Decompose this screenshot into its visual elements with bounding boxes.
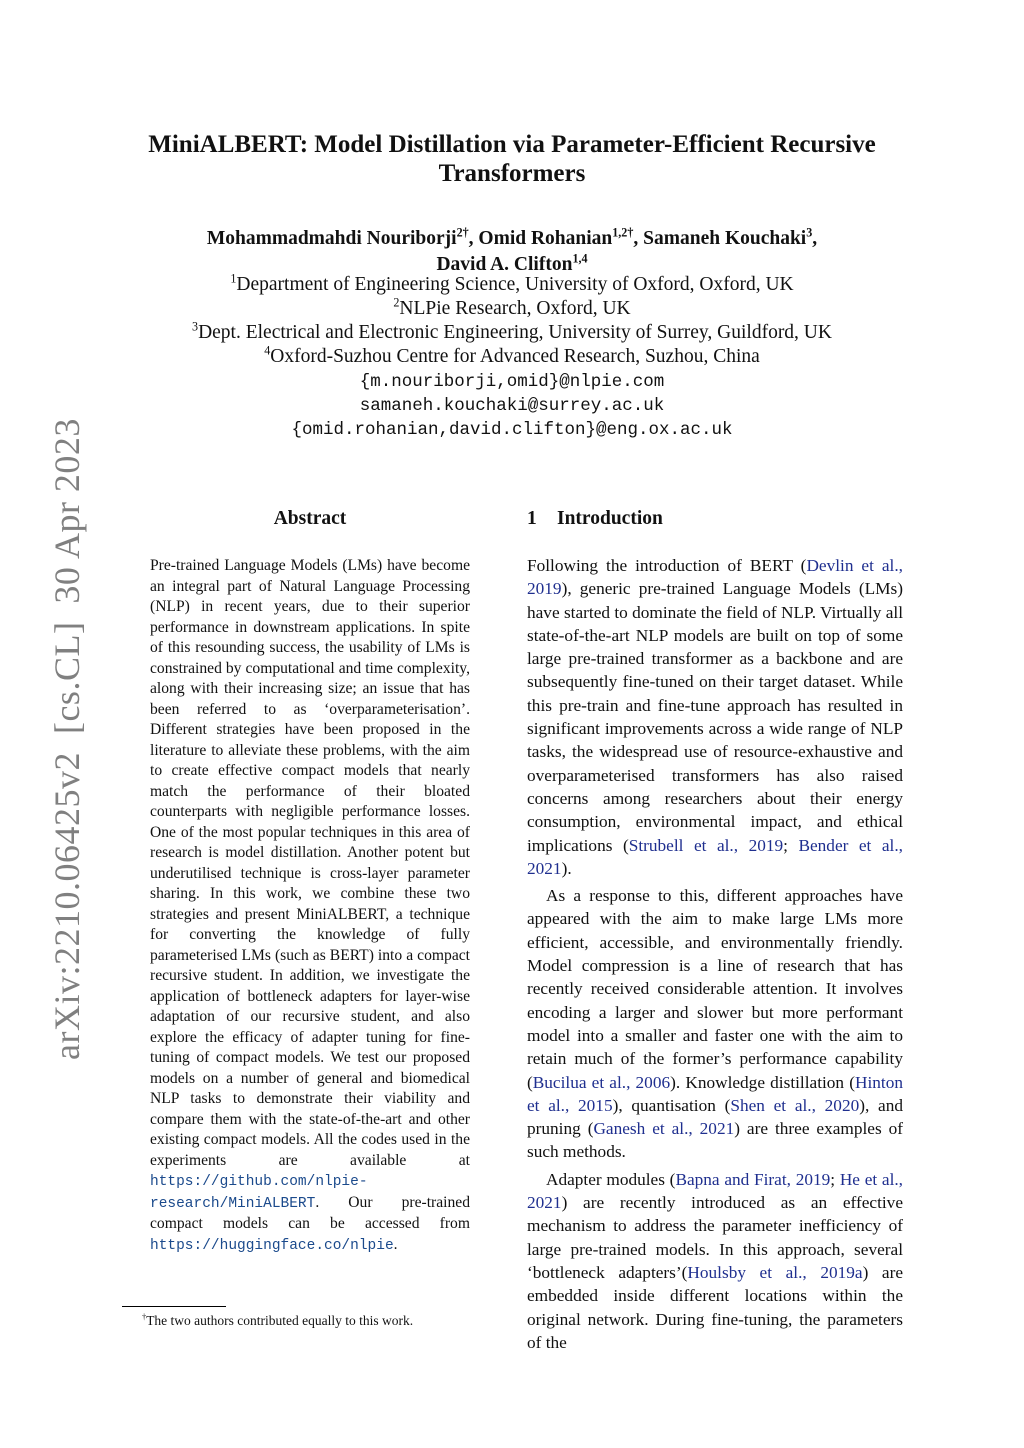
footnote-mark: † (142, 1312, 147, 1322)
affiliation-text: NLPie Research, Oxford, UK (399, 298, 631, 319)
author-affil-mark: 1,4 (572, 251, 588, 266)
affiliation (100, 321, 924, 345)
title-line-2: Transformers (438, 160, 586, 187)
paragraph-text: Following the introduction of BERT ( (527, 556, 807, 575)
author-name: David A. Clifton (436, 254, 573, 275)
section-number: 1 (527, 508, 537, 529)
paragraph-text: ). Knowledge distillation ( (670, 1072, 855, 1092)
introduction-body (527, 554, 903, 1358)
paragraph-text: ; (783, 835, 799, 855)
affiliation-text: Department of Engineering Science, University of Oxford, Oxford, UK (236, 274, 794, 295)
email-address[interactable]: {omid.rohanian,david.clifton}@eng.ox.ac.uk (291, 420, 733, 440)
paragraph-text: ), generic pre-trained Language Models (LMs) have started to dominate the field of NLP. Virtually all state-of-the-art NLP models are built on top of some large pre-trained transformer as a backbone and are subsequently fine-tuned on their target dataset. While this pre-train and fine-tune approach has resulted in significant improvements across a wide range of NLP tasks, the widespread use of resource-exhaustive and overparameterised transformers has also raised concerns among researchers about their energy consumption, environmental impact, and ethical implications ( (527, 579, 903, 855)
citation-link[interactable]: Strubell et al., 2019 (628, 835, 784, 855)
footnote-text: The two authors contributed equally to this work. (146, 1313, 414, 1328)
affiliation-mark: 4 (264, 343, 271, 358)
abstract-text: Pre-trained Language Models (LMs) have become an integral part of Natural Language Processing (NLP) in recent years, due to their superior performance in downstream applications. In spite of this resounding success, the usability of LMs is constrained by computational and time complexity, along with their increasing size; an issue that has been referred to as ‘overparameterisation’. Different strategies have been proposed in the literature to alleviate these problems, with the aim to create effective compact models that nearly match the performance of their bloated counterparts with negligible performance losses. One of the most popular techniques in this area of research is model distillation. Another potent but underutilised technique is cross-layer parameter sharing. In this work, we combine these two strategies and present MiniALBERT, a technique for converting the knowledge of fully parameterised LMs (such as BERT) into a compact recursive student. In addition, we investigate the application of bottleneck adapters for layer-wise adaptation of our recursive student, and also explore the efficacy of adapter tuning for fine-tuning of compact models. We test our proposed models on a number of general and biomedical NLP tasks to demonstrate their viability and compare them with the state-of-the-art and other existing compact models. All the codes used in the experiments are available at (150, 557, 470, 1169)
title-line-1: MiniALBERT: Model Distillation via Parameter-Efficient Recursive (148, 131, 876, 158)
affiliation-mark: 1 (230, 271, 237, 286)
affiliation-list (100, 273, 924, 369)
paragraph-text: Adapter modules ( (546, 1169, 676, 1189)
email-list (100, 370, 924, 442)
email-address[interactable]: {m.nouriborji,omid}@nlpie.com (359, 372, 665, 392)
footnote-rule (122, 1306, 226, 1307)
paragraph-text: ), and pruning ( (527, 1095, 903, 1139)
arxiv-date: 30 Apr 2023 (47, 418, 87, 604)
citation-link[interactable]: Bapna and Firat, 2019 (675, 1169, 831, 1189)
abstract-heading: Abstract (273, 508, 347, 529)
paragraph (527, 554, 903, 880)
author-name: , Samaneh Kouchaki (633, 228, 807, 249)
affiliation-mark: 3 (192, 319, 199, 334)
citation-link[interactable]: Bucilua et al., 2006 (532, 1072, 671, 1092)
github-link[interactable]: https://github.com/nlpie-research/MiniALBERT (150, 1174, 368, 1212)
author-affil-mark: 2† (456, 225, 469, 240)
affiliation-text: Dept. Electrical and Electronic Engineering, University of Surrey, Guildford, UK (198, 322, 832, 343)
paragraph-text: ) are recently introduced as an effective mechanism to address the parameter inefficiency of large pre-trained models. In this approach, several ‘bottleneck adapters’( (527, 1193, 903, 1282)
abstract-text: . Our pre-trained compact models can be accessed from (150, 1193, 470, 1232)
affiliation (100, 273, 924, 297)
paragraph-text: ; (830, 1169, 840, 1189)
introduction-heading (527, 508, 663, 530)
author-list (100, 226, 924, 278)
paragraph-text: ), quantisation ( (612, 1095, 731, 1115)
author-affil-mark: 3 (806, 225, 813, 240)
affiliation-text: Oxford-Suzhou Centre for Advanced Research, Suzhou, China (270, 346, 760, 367)
citation-link[interactable]: Houlsby et al., 2019a (687, 1262, 863, 1282)
arxiv-id: arXiv:2210.06425v2 (47, 752, 87, 1060)
arxiv-sidebar-stamp (46, 418, 88, 1060)
paragraph-text: As a response to this, different approaches have appeared with the aim to make large LMs more efficient, accessible, and environmentally friendly. Model compression is a line of research that has recently received considerable attention. It involves encoding a larger and slower but more performant model into a smaller and faster one with the aim to retain much of the former’s performance capability ( (527, 886, 903, 1092)
author-line-1 (100, 226, 924, 252)
citation-link[interactable]: Hinton et al., 2015 (527, 1072, 903, 1115)
citation-link[interactable]: Shen et al., 2020 (730, 1095, 860, 1115)
paper-title (100, 130, 924, 188)
citation-link[interactable]: Devlin et al., 2019 (527, 556, 903, 599)
author-separator: , (812, 228, 818, 249)
section-title: Introduction (557, 508, 663, 529)
citation-link[interactable]: Ganesh et al., 2021 (593, 1119, 735, 1139)
abstract-text: . (393, 1235, 398, 1253)
citation-link[interactable]: He et al., 2021 (527, 1169, 904, 1213)
affiliation (100, 345, 924, 369)
email-address[interactable]: samaneh.kouchaki@surrey.ac.uk (359, 396, 665, 416)
huggingface-link[interactable]: https://huggingface.co/nlpie (150, 1237, 394, 1254)
paragraph-text: ). (561, 858, 572, 878)
author-affil-mark: 1,2† (612, 225, 634, 240)
arxiv-category: [cs.CL] (47, 621, 87, 735)
paragraph-text: ) are three examples of such methods. (527, 1119, 904, 1162)
footnote (142, 1312, 413, 1329)
paragraph (527, 1168, 903, 1354)
author-name: Mohammadmahdi Nouriborji (206, 228, 457, 249)
paragraph (527, 884, 903, 1164)
affiliation (100, 297, 924, 321)
author-name: , Omid Rohanian (468, 228, 613, 249)
abstract-body (150, 556, 470, 1256)
affiliation-mark: 2 (393, 295, 400, 310)
citation-link[interactable]: Bender et al., 2021 (527, 835, 903, 878)
paragraph-text: ) are embedded inside different locations within the original network. During fine-tuning, the parameters of the (527, 1262, 903, 1352)
